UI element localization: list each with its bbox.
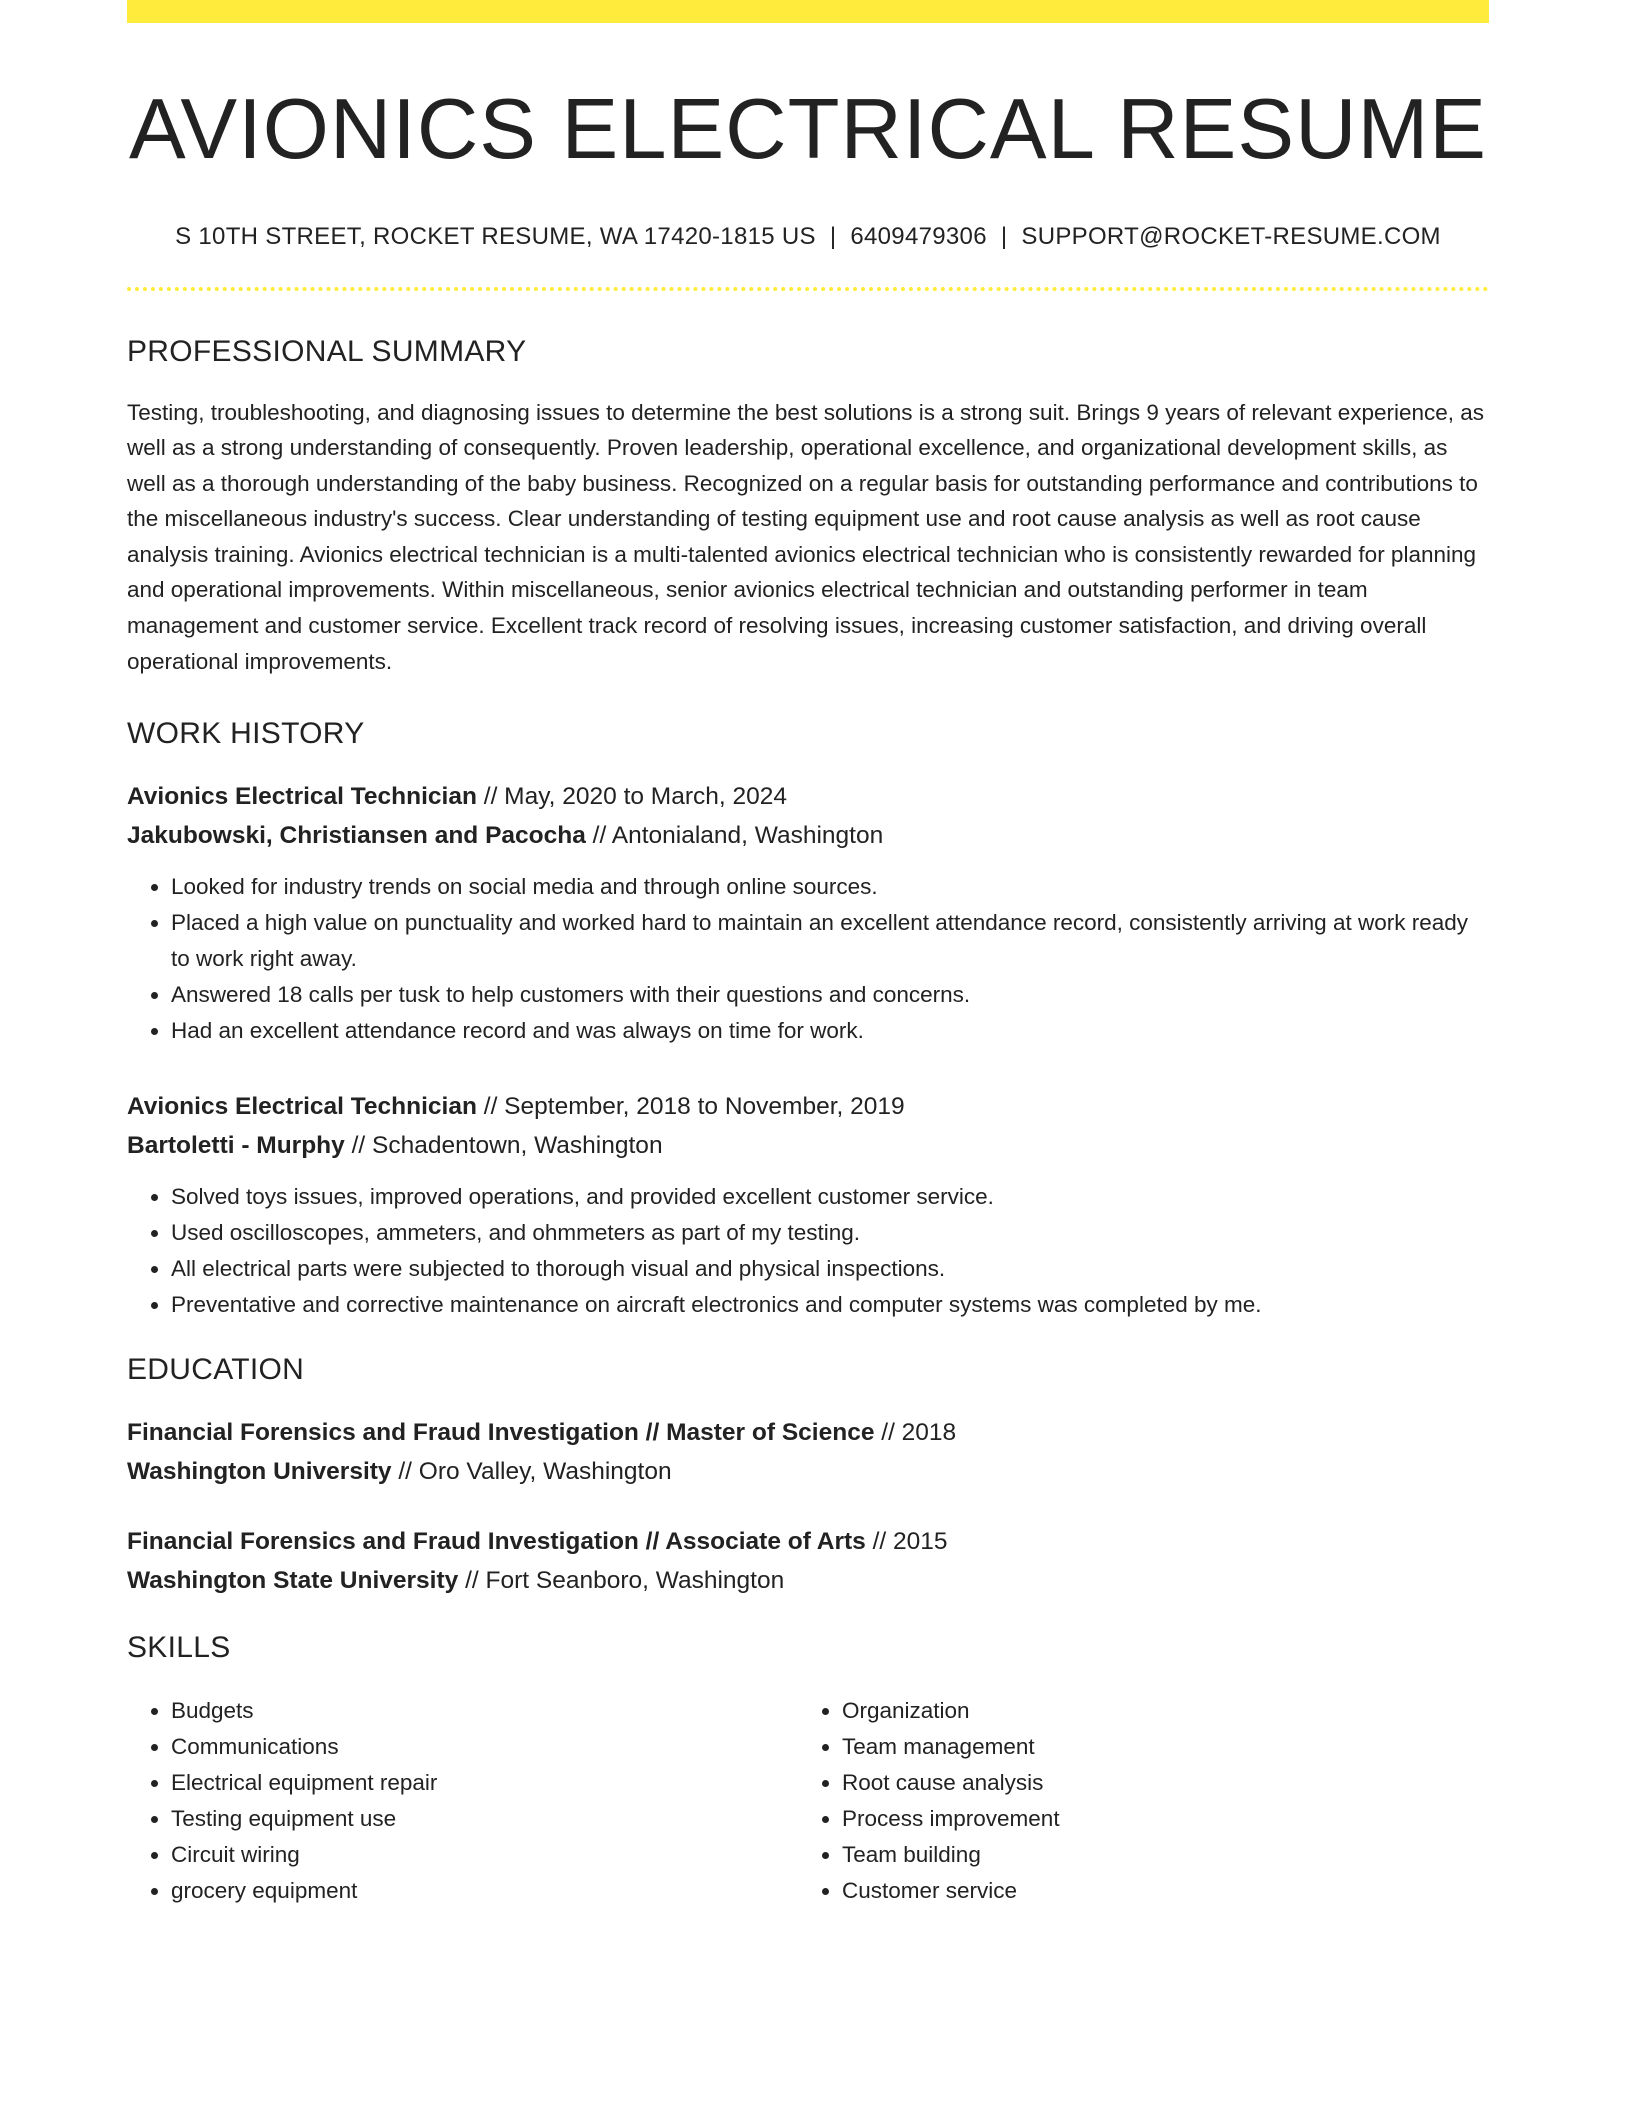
contact-phone: 6409479306 (850, 222, 987, 250)
job-title-line (127, 1087, 1489, 1126)
education-entry (127, 1522, 1489, 1600)
skill-item: • Testing equipment use (171, 1801, 798, 1837)
skill-item: • Team management (842, 1729, 1469, 1765)
contact-line (127, 223, 1489, 251)
education-entry (127, 1413, 1489, 1491)
job-location: // Antonialand, Washington (585, 822, 884, 850)
job-location: // Schadentown, Washington (344, 1132, 663, 1160)
skill-item: • Team building (842, 1837, 1469, 1873)
skills-columns (127, 1693, 1489, 1909)
education-year: // 2015 (865, 1528, 948, 1556)
resume-title: AVIONICS ELECTRICAL RESUME (129, 82, 1487, 177)
list-item: • Had an excellent attendance record and was always on time for work. (171, 1013, 1489, 1049)
education-year: // 2018 (874, 1419, 957, 1447)
education-school-line (127, 1452, 1489, 1491)
job-company: Jakubowski, Christiansen and Pacocha (127, 822, 586, 850)
contact-email: SUPPORT@ROCKET-RESUME.COM (1021, 222, 1441, 250)
education-school-line (127, 1561, 1489, 1600)
list-item: • Looked for industry trends on social media and through online sources. (171, 869, 1489, 905)
list-item: • Preventative and corrective maintenance on aircraft electronics and computer systems was completed by me. (171, 1287, 1489, 1323)
list-item: • Answered 18 calls per tusk to help customers with their questions and concerns. (171, 977, 1489, 1013)
job-company: Bartoletti - Murphy (127, 1132, 345, 1160)
skill-item: • Communications (171, 1729, 798, 1765)
skills-list-left (127, 1693, 798, 1909)
job-company-line (127, 1126, 1489, 1165)
job-dates: // May, 2020 to March, 2024 (476, 783, 787, 811)
job-dates: // September, 2018 to November, 2019 (476, 1093, 905, 1121)
skill-item: • Process improvement (842, 1801, 1469, 1837)
education-degree: Financial Forensics and Fraud Investigation // Associate of Arts (127, 1528, 866, 1556)
work-history-heading: WORK HISTORY (127, 717, 365, 751)
list-item: • Solved toys issues, improved operations, and provided excellent customer service. (171, 1179, 1489, 1215)
list-item: • Used oscilloscopes, ammeters, and ohmmeters as part of my testing. (171, 1215, 1489, 1251)
education-heading: EDUCATION (127, 1353, 305, 1387)
contact-address: S 10TH STREET, ROCKET RESUME, WA 17420-1815 US (175, 222, 816, 250)
job-title-line (127, 777, 1489, 816)
education-school: Washington State University (127, 1567, 459, 1595)
job-bullet-list (127, 869, 1489, 1049)
skill-item: • Electrical equipment repair (171, 1765, 798, 1801)
skill-item: • Customer service (842, 1873, 1469, 1909)
skills-heading: SKILLS (127, 1631, 231, 1665)
top-accent-bar (127, 0, 1489, 23)
education-school: Washington University (127, 1458, 392, 1486)
summary-text: Testing, troubleshooting, and diagnosing issues to determine the best solutions is a strong suit. Brings 9 years of relevant experience, as well as a strong understanding of consequently. Proven leadership, operational excellence, and organizational development skills, as well as a thorough understanding of the baby business. Recognized on a regular basis for outstanding performance and contributions to the miscellaneous industry's success. Clear understanding of testing equipment use and root cause analysis as well as root cause analysis training. Avionics electrical technician is a multi-talented avionics electrical technician who is consistently rewarded for planning and operational improvements. Within miscellaneous, senior avionics electrical technician and outstanding performer in team management and customer service. Excellent track record of resolving issues, increasing customer satisfaction, and driving overall operational improvements. (127, 399, 1485, 674)
contact-separator: | (1000, 222, 1008, 250)
skill-item: • Budgets (171, 1693, 798, 1729)
education-location: // Fort Seanboro, Washington (458, 1567, 785, 1595)
job-entry (127, 777, 1489, 1049)
education-degree: Financial Forensics and Fraud Investigation // Master of Science (127, 1419, 875, 1447)
education-location: // Oro Valley, Washington (391, 1458, 672, 1486)
job-role: Avionics Electrical Technician (127, 783, 477, 811)
education-degree-line (127, 1413, 1489, 1452)
list-item: • All electrical parts were subjected to thorough visual and physical inspections. (171, 1251, 1489, 1287)
list-item: • Placed a high value on punctuality and worked hard to maintain an excellent attendance record, consistently arriving at work ready to work right away. (171, 905, 1489, 977)
job-company-line (127, 816, 1489, 855)
job-bullet-list (127, 1179, 1489, 1323)
contact-separator: | (829, 222, 837, 250)
job-entry (127, 1087, 1489, 1323)
job-role: Avionics Electrical Technician (127, 1093, 477, 1121)
dotted-divider (127, 287, 1489, 291)
skill-item: • Organization (842, 1693, 1469, 1729)
skill-item: • grocery equipment (171, 1873, 798, 1909)
summary-heading: PROFESSIONAL SUMMARY (127, 334, 527, 368)
education-degree-line (127, 1522, 1489, 1561)
skills-list-right (798, 1693, 1469, 1909)
skill-item: • Circuit wiring (171, 1837, 798, 1873)
skill-item: • Root cause analysis (842, 1765, 1469, 1801)
resume-page (127, 0, 1489, 1909)
